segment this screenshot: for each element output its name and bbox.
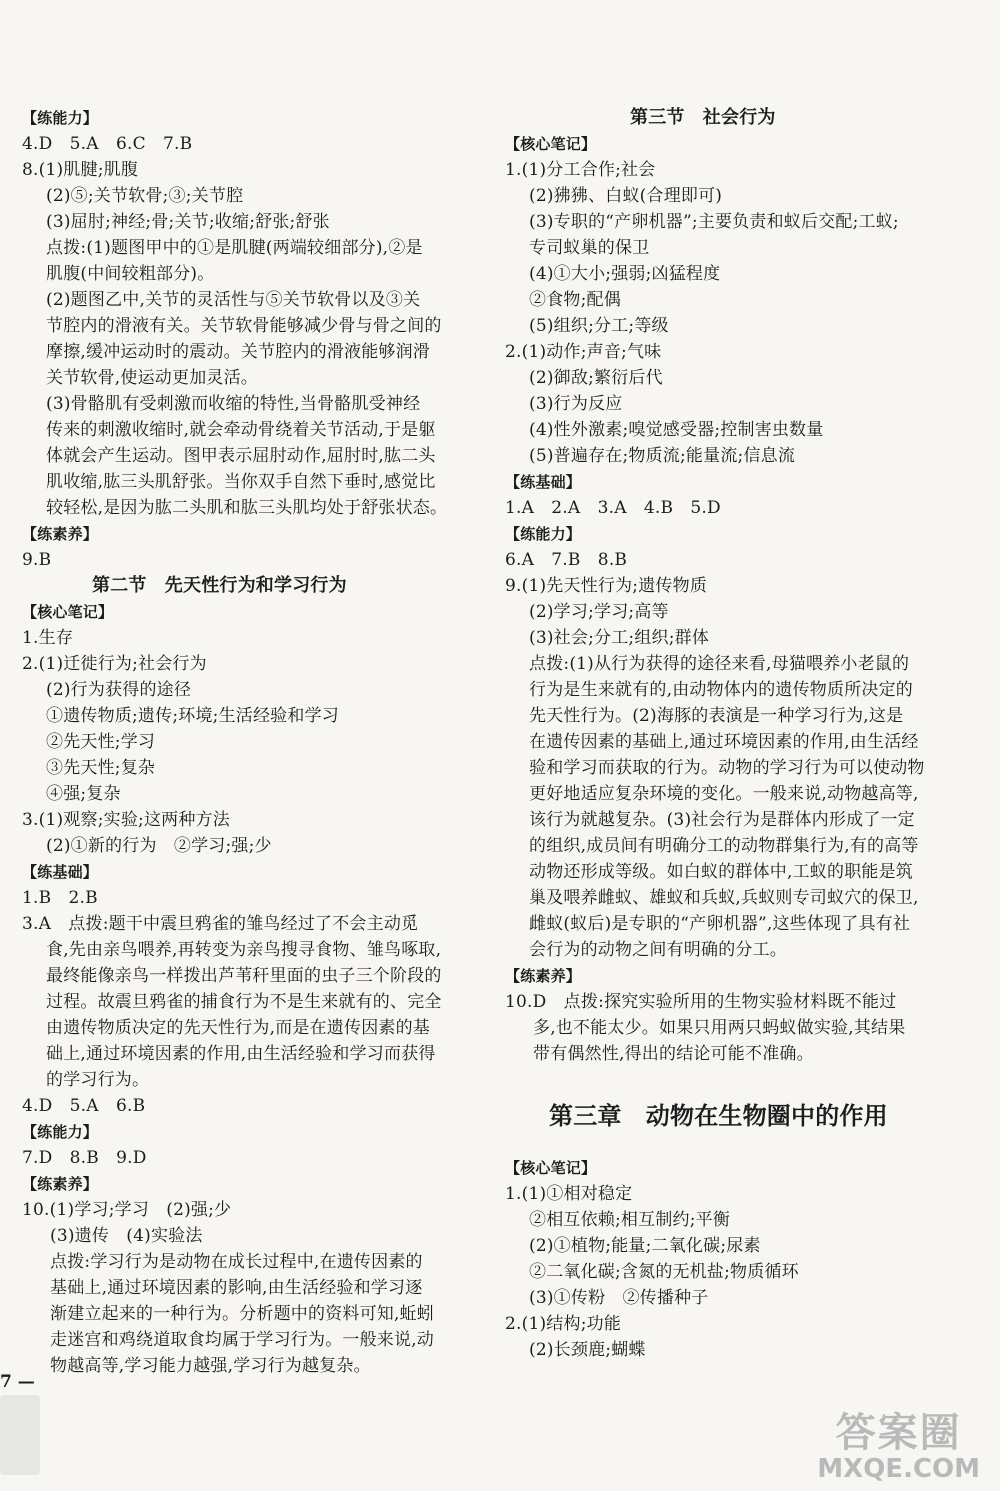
answer-line: 巢及喂养雌蚁、雄蚁和兵蚁,兵蚁则专司蚁穴的保卫, bbox=[529, 888, 919, 908]
answer-line: 7.D 8.B 9.D bbox=[22, 1148, 147, 1168]
answer-line: 3.(1)观察;实验;这两种方法 bbox=[22, 810, 230, 830]
answer-line: 较轻松,是因为肱二头肌和肱三头肌均处于舒张状态。 bbox=[46, 498, 448, 518]
answer-line: 在遗传因素的基础上,通过环境因素的作用,由生活经 bbox=[529, 732, 919, 752]
answer-line: 9.B bbox=[22, 550, 52, 570]
answer-line: 6.A 7.B 8.B bbox=[505, 550, 628, 570]
answer-line: 传来的刺激收缩时,就会牵动骨绕着关节活动,于是躯 bbox=[46, 420, 436, 440]
answer-line: 行为是生来就有的,由动物体内的遗传物质所决定的 bbox=[529, 680, 914, 700]
answer-line: 最终能像亲鸟一样拨出芦苇秆里面的虫子三个阶段的 bbox=[46, 966, 442, 986]
subsection-heading: 【练基础】 bbox=[22, 863, 99, 881]
answer-line: (2)⑤;关节软骨;③;关节腔 bbox=[46, 186, 244, 206]
answer-line: 渐建立起来的一种行为。分析题中的资料可知,蚯蚓 bbox=[50, 1304, 435, 1324]
answer-line: 过程。故震旦鸦雀的捕食行为不是生来就有的、完全 bbox=[46, 992, 442, 1012]
answer-line: 会行为的动物之间有明确的分工。 bbox=[529, 940, 787, 960]
answer-line: 肌腹(中间较粗部分)。 bbox=[46, 264, 215, 284]
answer-line: (2)学习;学习;高等 bbox=[529, 602, 669, 622]
answer-line: (2)①植物;能量;二氧化碳;尿素 bbox=[529, 1236, 761, 1256]
answer-line: 先天性行为。(2)海豚的表演是一种学习行为,这是 bbox=[529, 706, 904, 726]
answer-line: (3)骨骼肌有受刺激而收缩的特性,当骨骼肌受神经 bbox=[46, 394, 421, 414]
answer-line: (2)①新的行为 ②学习;强;少 bbox=[46, 836, 272, 856]
answer-line: 8.(1)肌腱;肌腹 bbox=[22, 160, 139, 180]
section-title: 第三节 社会行为 bbox=[630, 107, 776, 128]
answer-line: 1.(1)①相对稳定 bbox=[505, 1184, 633, 1204]
subsection-heading: 【练素养】 bbox=[505, 967, 582, 985]
answer-line: 体就会产生运动。图甲表示屈肘动作,屈肘时,肱二头 bbox=[46, 446, 436, 466]
answer-line: (4)①大小;强弱;凶猛程度 bbox=[529, 264, 721, 284]
answer-line: 2.(1)结构;功能 bbox=[505, 1314, 622, 1334]
answer-line: ②相互依赖;相互制约;平衡 bbox=[529, 1210, 731, 1230]
answer-line: ②二氧化碳;含氮的无机盐;物质循环 bbox=[529, 1262, 799, 1282]
answer-line: 1.A 2.A 3.A 4.B 5.D bbox=[505, 498, 721, 518]
answer-line: (5)组织;分工;等级 bbox=[529, 316, 669, 336]
answer-line: 9.(1)先天性行为;遗传物质 bbox=[505, 576, 708, 596]
answer-line: 点拨:学习行为是动物在成长过程中,在遗传因素的 bbox=[50, 1252, 423, 1272]
answer-line: 1.生存 bbox=[22, 628, 74, 648]
answer-line: (3)行为反应 bbox=[529, 394, 623, 414]
answer-line: 食,先由亲鸟喂养,再转变为亲鸟搜寻食物、雏鸟啄取, bbox=[46, 940, 442, 960]
subsection-heading: 【练能力】 bbox=[505, 525, 582, 543]
answer-line: (3)专职的“产卵机器”;主要负责和蚁后交配;工蚁; bbox=[529, 212, 899, 232]
answer-line: 础上,通过环境因素的作用,由生活经验和学习而获得 bbox=[46, 1044, 436, 1064]
answer-line: 的学习行为。 bbox=[46, 1070, 150, 1090]
subsection-heading: 【练基础】 bbox=[505, 473, 582, 491]
section-title: 第二节 先天性行为和学习行为 bbox=[92, 575, 347, 596]
answer-line: 物越高等,学习能力越强,学习行为越复杂。 bbox=[50, 1356, 371, 1376]
answer-line: (2)长颈鹿;蝴蝶 bbox=[529, 1340, 646, 1360]
answer-line: 走迷宫和鸡绕道取食均属于学习行为。一般来说,动 bbox=[50, 1330, 435, 1350]
answer-line: (2)题图乙中,关节的灵活性与⑤关节软骨以及③关 bbox=[46, 290, 421, 310]
answer-line: 10.D 点拨:探究实验所用的生物实验材料既不能过 bbox=[505, 992, 897, 1012]
watermark-url: MXQE.COM bbox=[817, 1454, 980, 1484]
answer-line: 2.(1)动作;声音;气味 bbox=[505, 342, 662, 362]
answer-line: (2)御敌;繁衍后代 bbox=[529, 368, 663, 388]
answer-line: 节腔内的滑液有关。关节软骨能够减少骨与骨之间的 bbox=[46, 316, 442, 336]
answer-line: ④强;复杂 bbox=[46, 784, 121, 804]
answer-line: 肌收缩,肱三头肌舒张。当你双手自然下垂时,感觉比 bbox=[46, 472, 436, 492]
subsection-heading: 【练素养】 bbox=[22, 525, 99, 543]
answer-line: 10.(1)学习;学习 (2)强;少 bbox=[22, 1200, 232, 1220]
answer-line: 带有偶然性,得出的结论可能不准确。 bbox=[533, 1044, 814, 1064]
answer-line: 点拨:(1)从行为获得的途径来看,母猫喂养小老鼠的 bbox=[529, 654, 910, 674]
answer-line: ③先天性;复杂 bbox=[46, 758, 156, 778]
answer-line: 基础上,通过环境因素的影响,由生活经验和学习逐 bbox=[50, 1278, 423, 1298]
watermark-title: 答案圈 bbox=[835, 1410, 962, 1456]
answer-line: 更好地适应复杂环境的变化。一般来说,动物越高等, bbox=[529, 784, 919, 804]
answer-line: 4.D 5.A 6.C 7.B bbox=[22, 134, 193, 154]
answer-line: 2.(1)迁徙行为;社会行为 bbox=[22, 654, 207, 674]
page-number: 7 — bbox=[0, 1372, 35, 1392]
answer-line: 点拨:(1)题图甲中的①是肌腱(两端较细部分),②是 bbox=[46, 238, 423, 258]
answer-line: 验和学习而获取的行为。动物的学习行为可以使动物 bbox=[529, 758, 925, 778]
answer-line: (4)性外激素;嗅觉感受器;控制害虫数量 bbox=[529, 420, 824, 440]
answer-line: (2)行为获得的途径 bbox=[46, 680, 192, 700]
subsection-heading: 【核心笔记】 bbox=[22, 603, 114, 621]
answer-line: 由遗传物质决定的先天性行为,而是在遗传因素的基 bbox=[46, 1018, 431, 1038]
answer-line: 专司蚁巢的保卫 bbox=[529, 238, 650, 258]
answer-line: 动物还形成等级。如白蚁的群体中,工蚁的职能是筑 bbox=[529, 862, 914, 882]
answer-line: 摩擦,缓冲运动时的震动。关节腔内的滑液能够润滑 bbox=[46, 342, 431, 362]
answer-line: 多,也不能太少。如果只用两只蚂蚁做实验,其结果 bbox=[533, 1018, 906, 1038]
answer-line: (3)遗传 (4)实验法 bbox=[50, 1226, 203, 1246]
subsection-heading: 【练能力】 bbox=[22, 109, 99, 127]
answer-line: ②先天性;学习 bbox=[46, 732, 156, 752]
answer-line: 4.D 5.A 6.B bbox=[22, 1096, 146, 1116]
stamp-mark bbox=[0, 1395, 40, 1475]
answer-line: ①遗传物质;遗传;环境;生活经验和学习 bbox=[46, 706, 339, 726]
answer-line: 的组织,成员间有明确分工的动物群集行为,有的高等 bbox=[529, 836, 919, 856]
answer-line: 1.(1)分工合作;社会 bbox=[505, 160, 656, 180]
answer-line: 3.A 点拨:题干中震旦鸦雀的雏鸟经过了不会主动觅 bbox=[22, 914, 419, 934]
answer-line: 1.B 2.B bbox=[22, 888, 98, 908]
answer-line: (3)①传粉 ②传播种子 bbox=[529, 1288, 709, 1308]
subsection-heading: 【练能力】 bbox=[22, 1123, 99, 1141]
subsection-heading: 【核心笔记】 bbox=[505, 1159, 597, 1177]
answer-line: (3)社会;分工;组织;群体 bbox=[529, 628, 710, 648]
subsection-heading: 【核心笔记】 bbox=[505, 135, 597, 153]
answer-line: 关节软骨,使运动更加灵活。 bbox=[46, 368, 259, 388]
answer-line: ②食物;配偶 bbox=[529, 290, 621, 310]
answer-line: (3)屈肘;神经;骨;关节;收缩;舒张;舒张 bbox=[46, 212, 330, 232]
answer-line: 雌蚁(蚁后)是专职的“产卵机器”,这些体现了具有社 bbox=[529, 914, 911, 934]
chapter-title: 第三章 动物在生物圈中的作用 bbox=[549, 1101, 888, 1130]
subsection-heading: 【练素养】 bbox=[22, 1175, 99, 1193]
answer-line: (5)普遍存在;物质流;能量流;信息流 bbox=[529, 446, 796, 466]
answer-line: 该行为就越复杂。(3)社会行为是群体内形成了一定 bbox=[529, 810, 915, 830]
watermark bbox=[817, 1411, 980, 1483]
answer-line: (2)狒狒、白蚁(合理即可) bbox=[529, 186, 723, 206]
